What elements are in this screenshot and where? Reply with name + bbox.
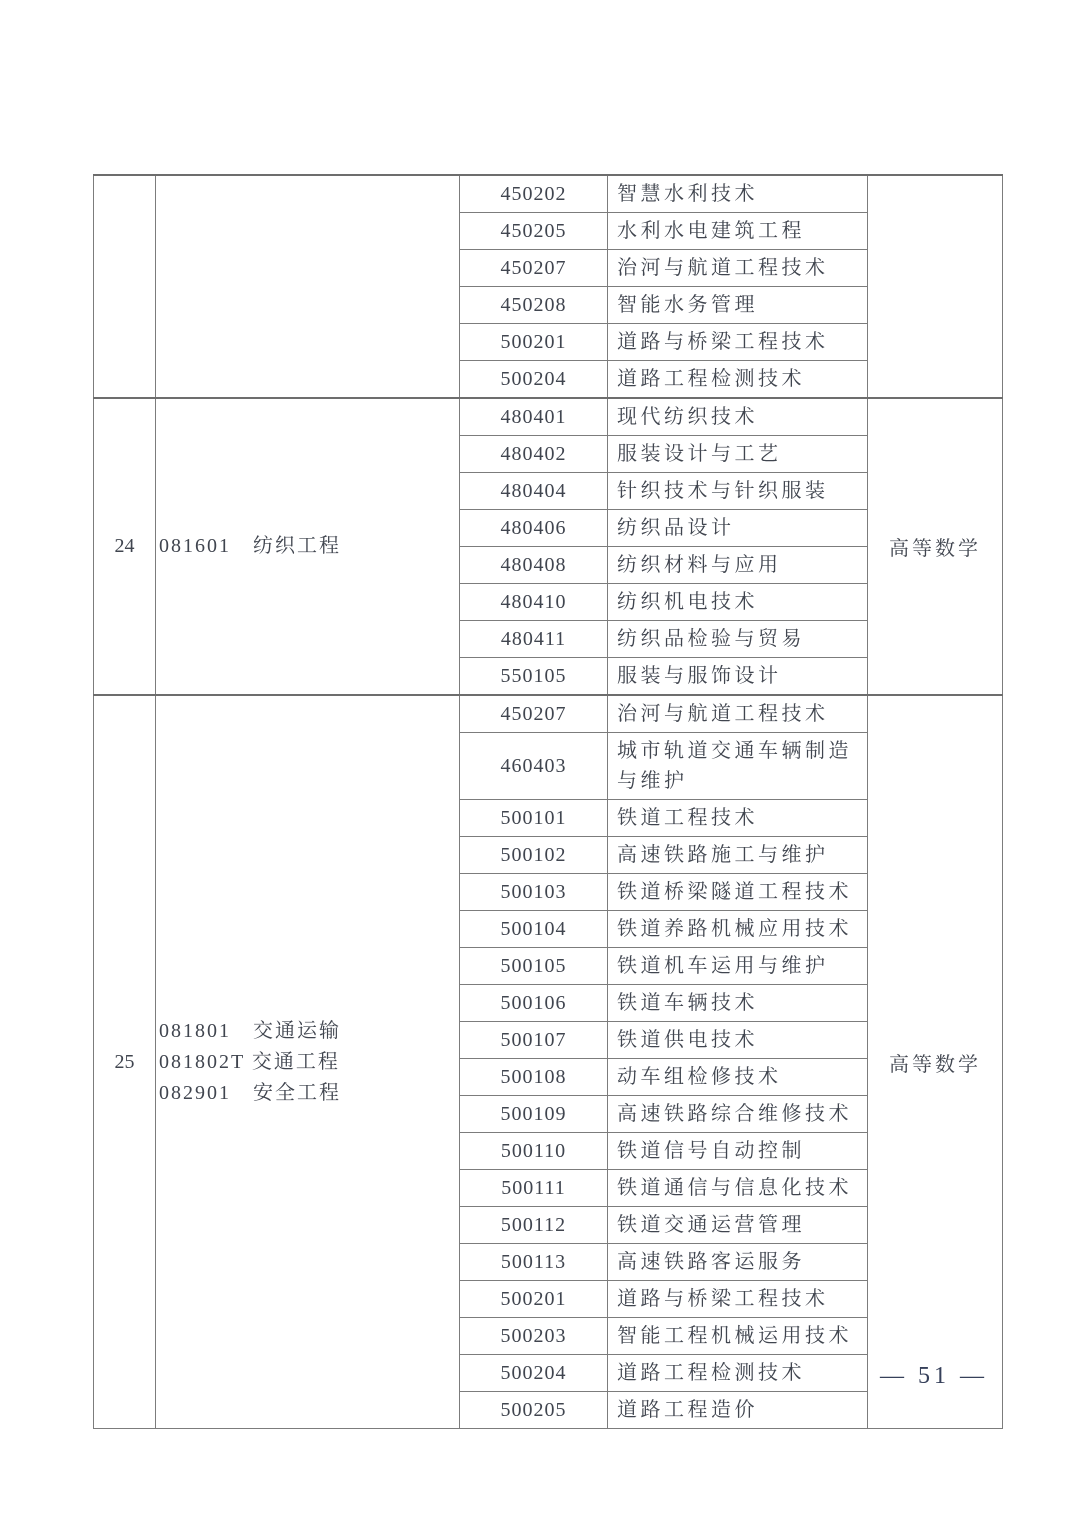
specialty-name: 纺织品设计	[608, 510, 868, 547]
undergraduate-major-cell	[156, 175, 460, 398]
specialty-code: 480411	[460, 621, 608, 658]
undergraduate-major-cell	[156, 695, 460, 1429]
specialty-name: 针织技术与针织服装	[608, 473, 868, 510]
specialty-name: 纺织品检验与贸易	[608, 621, 868, 658]
specialty-code: 500204	[460, 361, 608, 399]
specialty-name: 铁道交通运营管理	[608, 1207, 868, 1244]
specialty-name: 道路工程检测技术	[608, 361, 868, 399]
specialty-code: 500108	[460, 1059, 608, 1096]
specialty-code: 480406	[460, 510, 608, 547]
specialty-code: 500110	[460, 1133, 608, 1170]
specialty-name: 铁道桥梁隧道工程技术	[608, 874, 868, 911]
exam-subject	[868, 175, 1003, 398]
specialty-name: 铁道养路机械应用技术	[608, 911, 868, 948]
major-line: 081801 交通运输	[159, 1019, 341, 1042]
specialty-name: 铁道通信与信息化技术	[608, 1170, 868, 1207]
specialty-code: 450208	[460, 287, 608, 324]
major-specialty-table	[93, 174, 1003, 1429]
group-seq-number: 25	[94, 695, 156, 1429]
specialty-code: 550105	[460, 658, 608, 696]
specialty-code: 480401	[460, 398, 608, 436]
specialty-code: 500109	[460, 1096, 608, 1133]
specialty-code: 450207	[460, 250, 608, 287]
specialty-code: 500205	[460, 1392, 608, 1429]
specialty-code: 500102	[460, 837, 608, 874]
major-line: 082901 安全工程	[159, 1081, 341, 1104]
specialty-name: 水利水电建筑工程	[608, 213, 868, 250]
specialty-code: 450202	[460, 175, 608, 213]
specialty-name: 铁道机车运用与维护	[608, 948, 868, 985]
specialty-code: 500203	[460, 1318, 608, 1355]
specialty-row	[94, 695, 1003, 733]
major-line: 081601 纺织工程	[159, 535, 341, 557]
specialty-row	[94, 175, 1003, 213]
group-seq-number	[94, 175, 156, 398]
specialty-code: 500105	[460, 948, 608, 985]
specialty-code: 500201	[460, 324, 608, 361]
specialty-code: 500113	[460, 1244, 608, 1281]
specialty-name: 纺织机电技术	[608, 584, 868, 621]
specialty-code: 450207	[460, 695, 608, 733]
specialty-code: 500111	[460, 1170, 608, 1207]
specialty-code: 500107	[460, 1022, 608, 1059]
specialty-row	[94, 398, 1003, 436]
major-line: 081802T 交通工程	[159, 1050, 340, 1073]
specialty-code: 500201	[460, 1281, 608, 1318]
specialty-name: 高速铁路客运服务	[608, 1244, 868, 1281]
specialty-code: 480408	[460, 547, 608, 584]
specialty-name: 高速铁路施工与维护	[608, 837, 868, 874]
specialty-name: 道路与桥梁工程技术	[608, 324, 868, 361]
specialty-code: 500103	[460, 874, 608, 911]
specialty-name: 智能水务管理	[608, 287, 868, 324]
specialty-code: 480410	[460, 584, 608, 621]
specialty-name: 铁道工程技术	[608, 800, 868, 837]
specialty-name: 动车组检修技术	[608, 1059, 868, 1096]
exam-subject: 高等数学	[868, 398, 1003, 695]
specialty-name: 道路工程造价	[608, 1392, 868, 1429]
specialty-code: 480404	[460, 473, 608, 510]
specialty-name: 服装与服饰设计	[608, 658, 868, 696]
specialty-name: 纺织材料与应用	[608, 547, 868, 584]
specialty-name: 铁道车辆技术	[608, 985, 868, 1022]
specialty-name: 高速铁路综合维修技术	[608, 1096, 868, 1133]
specialty-name: 智能工程机械运用技术	[608, 1318, 868, 1355]
specialty-name: 铁道供电技术	[608, 1022, 868, 1059]
specialty-name: 道路工程检测技术	[608, 1355, 868, 1392]
exam-subject: 高等数学	[868, 695, 1003, 1429]
specialty-code: 500104	[460, 911, 608, 948]
specialty-code: 500106	[460, 985, 608, 1022]
specialty-code: 480402	[460, 436, 608, 473]
specialty-code: 450205	[460, 213, 608, 250]
specialty-name: 道路与桥梁工程技术	[608, 1281, 868, 1318]
table-body	[94, 175, 1003, 1429]
undergraduate-major-cell	[156, 398, 460, 695]
specialty-name: 智慧水利技术	[608, 175, 868, 213]
specialty-code: 500112	[460, 1207, 608, 1244]
specialty-name: 治河与航道工程技术	[608, 695, 868, 733]
specialty-code: 460403	[460, 733, 608, 800]
specialty-name: 服装设计与工艺	[608, 436, 868, 473]
specialty-code: 500101	[460, 800, 608, 837]
specialty-name: 铁道信号自动控制	[608, 1133, 868, 1170]
group-seq-number: 24	[94, 398, 156, 695]
page-number: — 51 —	[880, 1363, 988, 1389]
specialty-name: 现代纺织技术	[608, 398, 868, 436]
specialty-code: 500204	[460, 1355, 608, 1392]
specialty-name: 治河与航道工程技术	[608, 250, 868, 287]
specialty-name: 城市轨道交通车辆制造与维护	[608, 733, 868, 800]
